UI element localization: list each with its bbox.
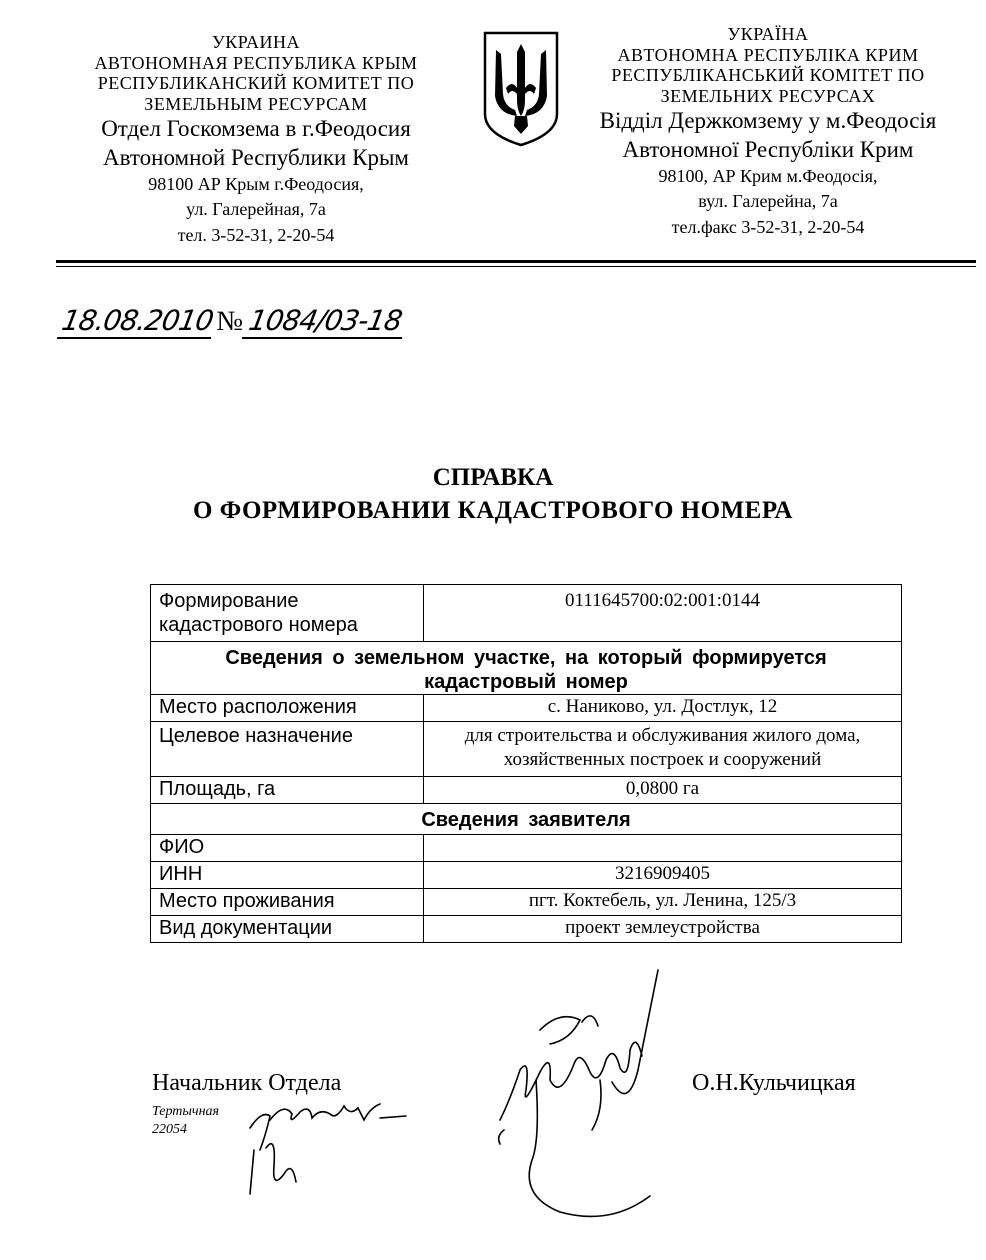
signatory-name: О.Н.Кульчицкая bbox=[692, 1070, 856, 1096]
table-row bbox=[151, 862, 902, 889]
header-divider-thin bbox=[56, 266, 976, 267]
header-left-committee: РЕСПУБЛИКАНСКИЙ КОМИТЕТ ПО bbox=[97, 73, 415, 94]
header-left-phone: тел. 3-52-31, 2-20-54 bbox=[177, 224, 335, 245]
table-row bbox=[151, 642, 902, 695]
residence-label: Место проживания bbox=[151, 889, 424, 916]
fio-value bbox=[424, 835, 902, 862]
header-left-street: ул. Галерейная, 7а bbox=[186, 199, 326, 220]
signatory-position: Начальник Отдела bbox=[152, 1070, 342, 1096]
title-line-1: СПРАВКА bbox=[432, 464, 554, 491]
header-left-department: Отдел Госкомзема в г.Феодосия bbox=[101, 115, 411, 141]
executor-initials-image bbox=[240, 1090, 410, 1200]
header-right-phone: тел.факс 3-52-31, 2-20-54 bbox=[671, 216, 865, 237]
header-right-address: 98100, АР Крим м.Феодосія, bbox=[658, 166, 878, 187]
header-left-committee-2: ЗЕМЕЛЬНЫМ РЕСУРСАМ bbox=[144, 94, 368, 115]
table-row bbox=[151, 695, 902, 722]
header-right-committee: РЕСПУБЛІКАНСЬКИЙ КОМІТЕТ ПО bbox=[611, 65, 925, 86]
registration-number-label: № bbox=[216, 306, 244, 337]
table-row bbox=[151, 804, 902, 835]
header-left bbox=[40, 32, 472, 248]
residence-value: пгт. Коктебель, ул. Ленина, 125/3 bbox=[424, 889, 902, 916]
document-title bbox=[0, 462, 986, 527]
header-left-country: УКРАИНА bbox=[212, 32, 300, 52]
plot-section-heading: Сведения о земельном участке, на который формируется кадастровый номер bbox=[151, 642, 902, 695]
area-label: Площадь, га bbox=[151, 777, 424, 804]
registration-date: 18.08.2010 bbox=[57, 304, 217, 339]
cadastral-number-value: 0111645700:02:001:0144 bbox=[424, 585, 902, 642]
trident-emblem-icon bbox=[482, 30, 560, 148]
header-right-department-2: Автономної Республіки Крим bbox=[622, 136, 914, 162]
documentation-value: проект землеустройства bbox=[424, 916, 902, 943]
header-right-committee-2: ЗЕМЕЛЬНИХ РЕСУРСАХ bbox=[660, 86, 876, 107]
title-line-2: О ФОРМИРОВАНИИ КАДАСТРОВОГО НОМЕРА bbox=[193, 496, 793, 524]
registration-line bbox=[60, 304, 405, 339]
header-right-street: вул. Галерейна, 7а bbox=[698, 191, 838, 212]
purpose-value: для строительства и обслуживания жилого дома, хозяйственных построек и сооружений bbox=[424, 722, 902, 777]
header-left-republic: АВТОНОМНАЯ РЕСПУБЛИКА КРЫМ bbox=[94, 52, 418, 73]
inn-label: ИНН bbox=[151, 862, 424, 889]
header-right-republic: АВТОНОМНА РЕСПУБЛІКА КРИМ bbox=[617, 44, 919, 65]
table-row bbox=[151, 889, 902, 916]
header-divider-thick bbox=[56, 260, 976, 263]
table-row bbox=[151, 722, 902, 777]
executor-name: Тертычная bbox=[152, 1104, 220, 1119]
registration-number: 1084/03-18 bbox=[242, 304, 408, 339]
purpose-label: Целевое назначение bbox=[151, 722, 424, 777]
table-row bbox=[151, 916, 902, 943]
header-right-department: Відділ Держкомзему у м.Феодосія bbox=[599, 107, 937, 133]
table-row bbox=[151, 585, 902, 642]
header-left-department-2: Автономной Республики Крым bbox=[103, 144, 409, 170]
header-right-country: УКРАЇНА bbox=[727, 24, 809, 44]
location-label: Место расположения bbox=[151, 695, 424, 722]
table-row bbox=[151, 835, 902, 862]
cadastral-number-label: Формирование кадастрового номера bbox=[151, 585, 424, 642]
applicant-section-heading: Сведения заявителя bbox=[151, 804, 902, 835]
header-left-address: 98100 АР Крым г.Феодосия, bbox=[148, 174, 364, 195]
location-value: с. Наниково, ул. Достлук, 12 bbox=[424, 695, 902, 722]
documentation-label: Вид документации bbox=[151, 916, 424, 943]
executor-phone: 22054 bbox=[152, 1122, 187, 1137]
table-row bbox=[151, 777, 902, 804]
inn-value: 3216909405 bbox=[424, 862, 902, 889]
header-right bbox=[568, 24, 968, 240]
head-signature-image bbox=[480, 960, 710, 1250]
fio-label: ФИО bbox=[151, 835, 424, 862]
cadastral-info-table bbox=[150, 584, 902, 943]
area-value: 0,0800 га bbox=[424, 777, 902, 804]
